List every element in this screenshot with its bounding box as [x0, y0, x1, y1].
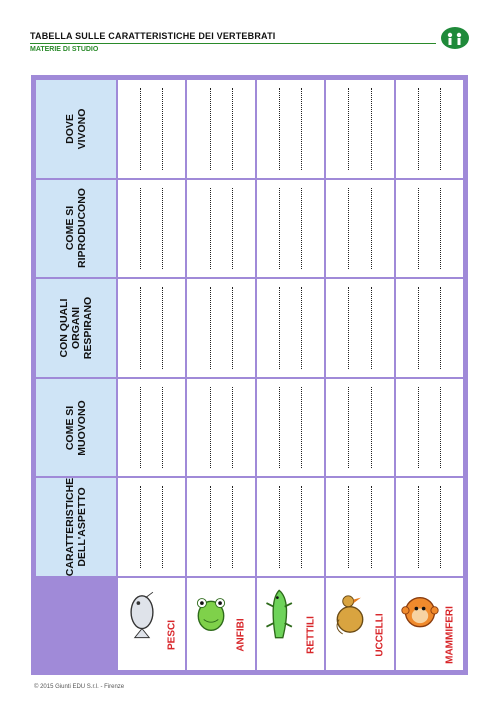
vertebrates-table	[31, 75, 468, 675]
writing-line	[301, 387, 302, 469]
writing-line	[301, 486, 302, 568]
answer-cell[interactable]	[326, 180, 393, 278]
column-header-label: COME SI RIPRODUCONO	[64, 188, 88, 269]
writing-line	[279, 188, 280, 270]
writing-line	[140, 387, 141, 469]
row-label: RETTILI	[305, 616, 317, 654]
row-label: PESCI	[166, 620, 178, 651]
answer-cell[interactable]	[187, 80, 254, 178]
writing-line	[348, 486, 349, 568]
page-subtitle: MATERIE DI STUDIO	[30, 46, 99, 53]
writing-line	[162, 188, 163, 270]
answer-cell[interactable]	[396, 180, 463, 278]
column-header-label: DOVE VIVONO	[64, 108, 88, 150]
row-label: ANFIBI	[235, 618, 247, 652]
writing-line	[301, 287, 302, 369]
writing-line	[348, 287, 349, 369]
writing-line	[440, 188, 441, 270]
answer-cell[interactable]	[326, 279, 393, 377]
answer-cell[interactable]	[187, 379, 254, 477]
answer-cell[interactable]	[118, 180, 185, 278]
answer-cell[interactable]	[257, 379, 324, 477]
writing-line	[210, 387, 211, 469]
writing-line	[279, 88, 280, 170]
writing-line	[140, 88, 141, 170]
column-header-label: COME SI MUOVONO	[64, 399, 88, 456]
writing-line	[418, 387, 419, 469]
copyright-footer: © 2015 Giunti EDU S.r.l. - Firenze	[34, 684, 125, 690]
row-label-cell	[257, 578, 324, 670]
writing-line	[279, 486, 280, 568]
answer-cell[interactable]	[396, 279, 463, 377]
writing-line	[162, 387, 163, 469]
page-title: TABELLA SULLE CARATTERISTICHE DEI VERTEBRATI	[30, 31, 276, 41]
row-label-cell	[326, 578, 393, 670]
writing-line	[440, 88, 441, 170]
answer-cell[interactable]	[326, 379, 393, 477]
column-header-1	[36, 478, 116, 576]
answer-cell[interactable]	[187, 279, 254, 377]
writing-line	[371, 387, 372, 469]
answer-cell[interactable]	[187, 180, 254, 278]
writing-line	[140, 287, 141, 369]
writing-line	[371, 88, 372, 170]
writing-line	[301, 188, 302, 270]
answer-cell[interactable]	[187, 478, 254, 576]
writing-line	[279, 387, 280, 469]
column-header-label: CON QUALI ORGANI RESPIRANO	[58, 296, 94, 360]
fish-icon	[122, 586, 162, 642]
writing-line	[348, 88, 349, 170]
writing-line	[371, 188, 372, 270]
writing-line	[210, 88, 211, 170]
answer-cell[interactable]	[118, 279, 185, 377]
column-header-4	[36, 180, 116, 278]
crocodile-icon	[261, 586, 301, 642]
writing-line	[371, 486, 372, 568]
writing-line	[140, 486, 141, 568]
writing-line	[210, 188, 211, 270]
writing-line	[232, 188, 233, 270]
row-label-cell	[187, 578, 254, 670]
row-label: MAMMIFERI	[444, 606, 455, 664]
answer-cell[interactable]	[257, 80, 324, 178]
writing-line	[371, 287, 372, 369]
writing-line	[418, 287, 419, 369]
row-label-cell	[118, 578, 185, 670]
writing-line	[348, 387, 349, 469]
writing-line	[210, 287, 211, 369]
writing-line	[418, 188, 419, 270]
writing-line	[232, 387, 233, 469]
row-label: UCCELLI	[374, 613, 386, 657]
writing-line	[162, 88, 163, 170]
answer-cell[interactable]	[396, 478, 463, 576]
answer-cell[interactable]	[118, 80, 185, 178]
writing-line	[348, 188, 349, 270]
bird-icon	[330, 586, 370, 642]
row-label-cell	[396, 578, 463, 670]
writing-line	[279, 287, 280, 369]
table-grid	[36, 80, 463, 670]
writing-line	[140, 188, 141, 270]
column-header-5	[36, 80, 116, 178]
answer-cell[interactable]	[257, 180, 324, 278]
answer-cell[interactable]	[118, 478, 185, 576]
frog-icon	[191, 586, 231, 642]
answer-cell[interactable]	[396, 379, 463, 477]
writing-line	[440, 287, 441, 369]
writing-line	[232, 287, 233, 369]
answer-cell[interactable]	[257, 478, 324, 576]
column-header-3	[36, 279, 116, 377]
writing-line	[301, 88, 302, 170]
answer-cell[interactable]	[118, 379, 185, 477]
answer-cell[interactable]	[326, 80, 393, 178]
writing-line	[210, 486, 211, 568]
column-header-label: CARATTERISTICHE DELL'ASPETTO	[64, 477, 88, 577]
monkey-icon	[400, 586, 440, 642]
answer-cell[interactable]	[396, 80, 463, 178]
writing-line	[418, 88, 419, 170]
writing-line	[440, 486, 441, 568]
publisher-logo-icon	[440, 26, 470, 50]
writing-line	[418, 486, 419, 568]
writing-line	[440, 387, 441, 469]
writing-line	[162, 287, 163, 369]
column-header-2	[36, 379, 116, 477]
header-rule	[30, 43, 436, 44]
writing-line	[162, 486, 163, 568]
writing-line	[232, 486, 233, 568]
writing-line	[232, 88, 233, 170]
answer-cell[interactable]	[257, 279, 324, 377]
answer-cell[interactable]	[326, 478, 393, 576]
